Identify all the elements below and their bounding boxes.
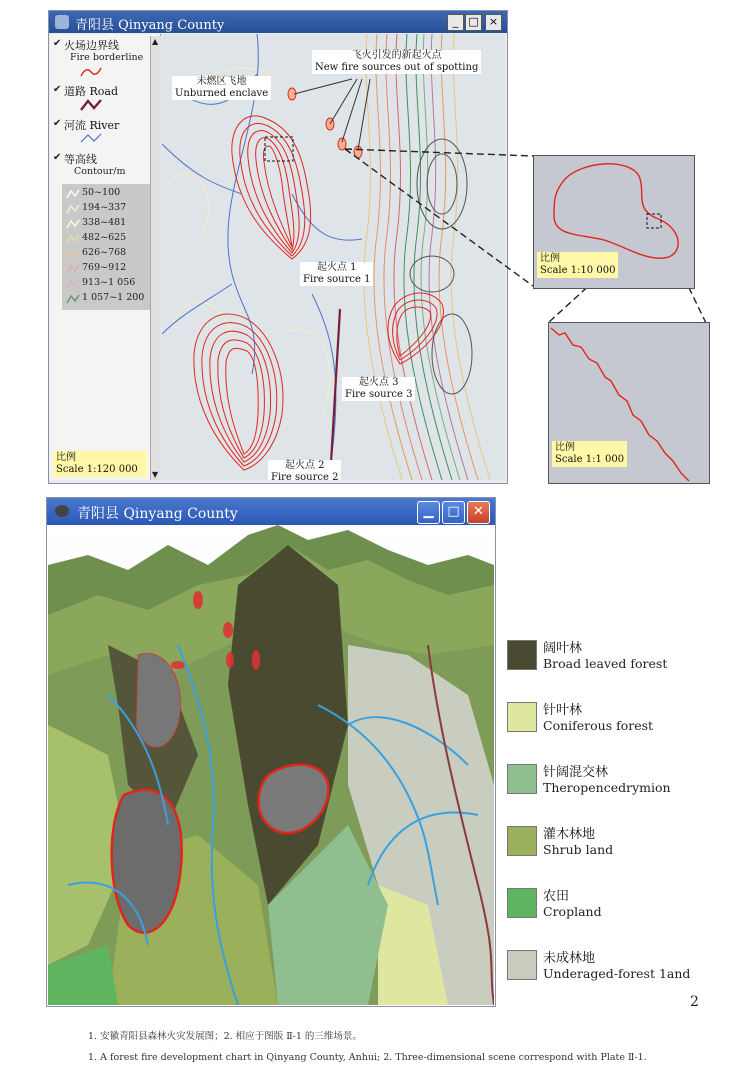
- scroll-down-icon[interactable]: ▼: [152, 470, 159, 479]
- legend-river-label: 河流 River: [64, 119, 120, 132]
- landcover-label-zh: 灌木林地: [543, 827, 596, 842]
- minimize-button[interactable]: _: [447, 14, 464, 31]
- legend-contour-en: Contour/m: [74, 166, 126, 177]
- fire-source-2-label: 起火点 2 Fire source 2: [268, 460, 341, 480]
- landcover-label-en: Cropland: [543, 904, 602, 919]
- contour-range-item: 194~337: [82, 202, 127, 213]
- close-button[interactable]: ✕: [467, 501, 490, 524]
- window-title-3d: 青阳县 Qinyang County: [77, 506, 238, 522]
- landcover-label-zh: 农田: [543, 889, 570, 904]
- inset1-scale: [537, 252, 618, 278]
- legend-contour-zh: 等高线: [64, 153, 97, 166]
- legend-road-label: 道路 Road: [64, 85, 119, 98]
- landcover-label-en: Shrub land: [543, 842, 614, 857]
- zoom-inset-1000: [548, 322, 710, 484]
- checkmark-icon[interactable]: ✔: [53, 152, 62, 163]
- contour-range-item: 482~625: [82, 232, 127, 243]
- spot-fire-label: 飞火引发的新起火点 New fire sources out of spotting: [312, 50, 481, 74]
- landcover-label-en: Theropencedrymion: [543, 780, 671, 795]
- scroll-up-icon[interactable]: ▲: [152, 37, 159, 46]
- scale-value: Scale 1:120 000: [56, 464, 138, 475]
- contour-range-item: 338~481: [82, 217, 127, 228]
- caption-en: 1. A forest fire development chart in Qinyang County, Anhui; 2. Three-dimensional scene correspond with Plate Ⅱ-1.: [88, 1052, 647, 1063]
- landcover-swatch: [507, 640, 537, 670]
- window-title: 青阳县 Qinyang County: [75, 18, 225, 33]
- contour-range-item: 50~100: [82, 187, 121, 198]
- landcover-label-en: Underaged-forest 1and: [543, 966, 691, 981]
- landcover-swatch: [507, 702, 537, 732]
- contour-range-item: 769~912: [82, 262, 127, 273]
- app-icon: [55, 505, 69, 517]
- inset2-scale: [552, 441, 627, 467]
- landcover-label-zh: 阔叶林: [543, 641, 583, 656]
- inset1-scale-value: Scale 1:10 000: [540, 265, 616, 276]
- landcover-label-zh: 未成林地: [543, 951, 596, 966]
- inset2-scale-label: 比例: [555, 442, 575, 453]
- legend-fire-border-en: Fire borderline: [70, 52, 144, 63]
- checkmark-icon[interactable]: ✔: [53, 118, 62, 129]
- contour-range-item: 1 057~1 200: [82, 292, 145, 303]
- contour-range-item: 913~1 056: [82, 277, 136, 288]
- landcover-swatch: [507, 764, 537, 794]
- close-button[interactable]: ×: [485, 14, 502, 31]
- landcover-swatch: [507, 826, 537, 856]
- terrain-3d-window: [46, 497, 496, 1007]
- maximize-button[interactable]: □: [442, 501, 465, 524]
- maximize-button[interactable]: □: [465, 14, 482, 31]
- terrain-3d-view[interactable]: [48, 525, 494, 1005]
- landcover-swatch: [507, 888, 537, 918]
- inset2-scale-value: Scale 1:1 000: [555, 454, 625, 465]
- terrain-scene: [48, 525, 494, 1005]
- zoom-inset-10000: [533, 155, 695, 289]
- inset1-scale-label: 比例: [540, 253, 560, 264]
- contour-range-item: 626~768: [82, 247, 127, 258]
- fire-source-3-label: 起火点 3 Fire source 3: [342, 377, 415, 401]
- checkmark-icon[interactable]: ✔: [53, 38, 62, 49]
- unburned-enclave-label: 未燃区飞地 Unburned enclave: [172, 76, 271, 100]
- landcover-label-zh: 针阔混交林: [543, 765, 609, 780]
- minimize-button[interactable]: ▁: [417, 501, 440, 524]
- caption-zh: 1. 安徽青阳县森林火灾发展图；2. 相应于图版 Ⅱ-1 的三维场景。: [88, 1031, 362, 1042]
- landcover-label-en: Broad leaved forest: [543, 656, 668, 671]
- checkmark-icon[interactable]: ✔: [53, 84, 62, 95]
- landcover-label-en: Coniferous forest: [543, 718, 654, 733]
- legend-fire-border-zh: 火场边界线: [64, 39, 119, 52]
- landcover-swatch: [507, 950, 537, 980]
- fire-source-1-label: 起火点 1 Fire source 1: [300, 262, 373, 286]
- scale-label: 比例: [56, 452, 76, 463]
- landcover-label-zh: 针叶林: [543, 703, 583, 718]
- page-number: 2: [690, 994, 699, 1010]
- title-bar-3d[interactable]: [47, 498, 495, 525]
